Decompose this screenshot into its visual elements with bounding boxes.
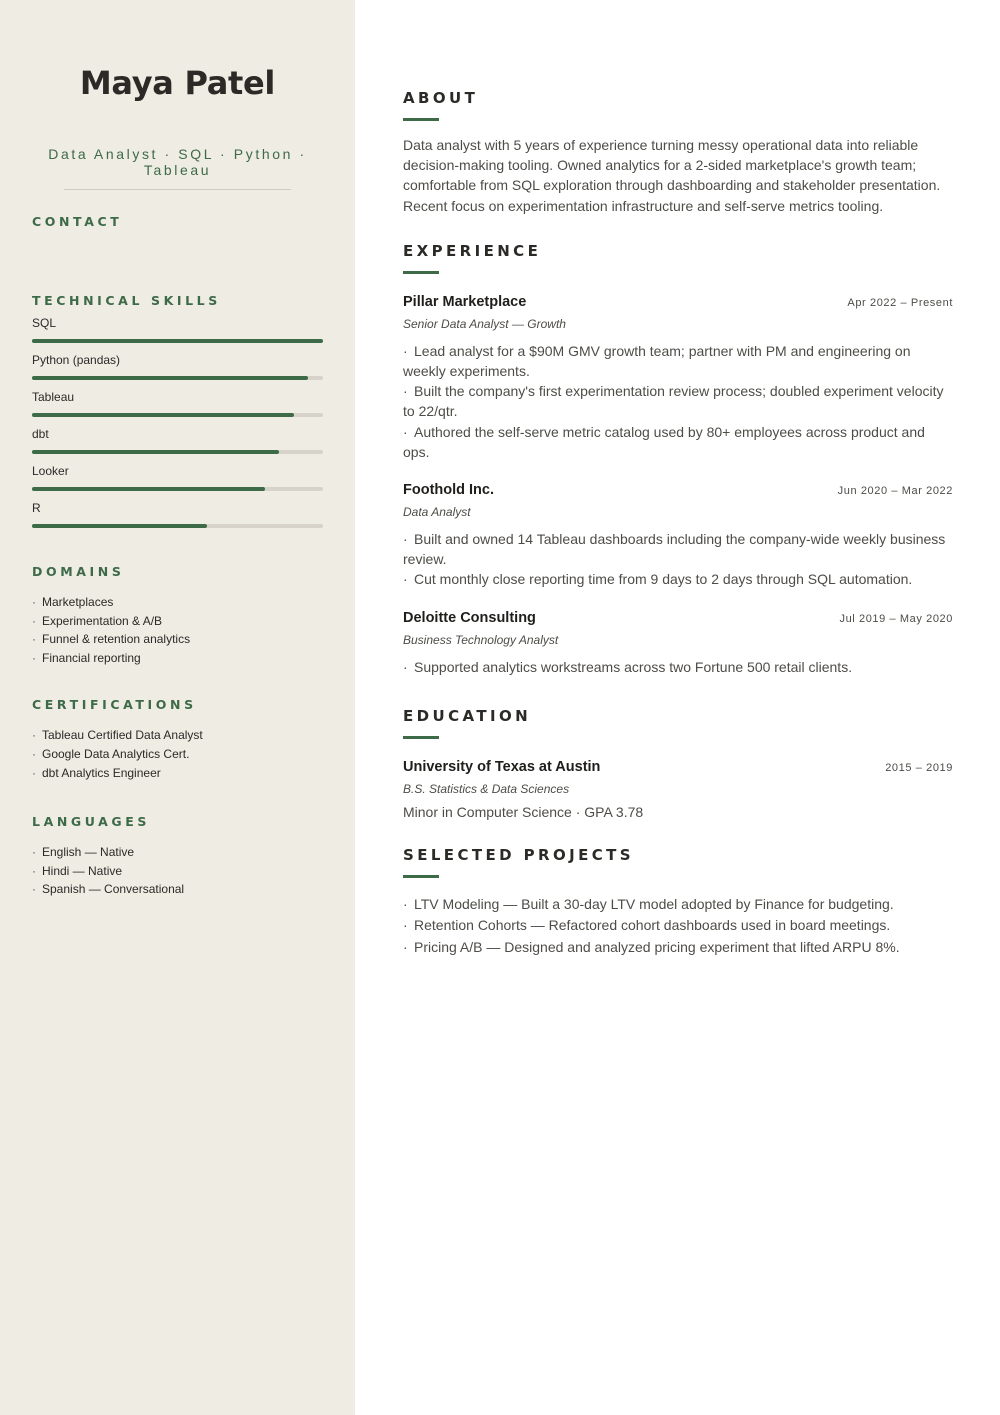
project-item: · LTV Modeling — Built a 30-day LTV model adopted by Finance for budgeting. xyxy=(403,894,953,915)
job-dates: Apr 2022 – Present xyxy=(847,296,953,309)
domain-item: · Financial reporting xyxy=(32,649,323,668)
certification-item: · dbt Analytics Engineer xyxy=(32,764,323,783)
job-bullet: · Supported analytics workstreams across two Fortune 500 retail clients. xyxy=(403,657,953,677)
experience-section xyxy=(403,242,953,677)
domain-item: · Experimentation & A/B xyxy=(32,612,323,631)
skills-heading: TECHNICAL SKILLS xyxy=(32,293,221,308)
language-item: · Spanish — Conversational xyxy=(32,880,323,899)
bullet-icon: · xyxy=(403,571,408,588)
school-name: University of Texas at Austin xyxy=(403,758,601,775)
domain-item: · Funnel & retention analytics xyxy=(32,630,323,649)
job-role: Business Technology Analyst xyxy=(403,632,559,647)
experience-heading: EXPERIENCE xyxy=(403,241,542,260)
bullet-icon: · xyxy=(32,765,36,780)
job-bullets xyxy=(403,341,953,462)
education-dates: 2015 – 2019 xyxy=(885,761,953,774)
skill-item xyxy=(32,499,323,536)
skill-bar-fill xyxy=(32,524,207,528)
job-role: Data Analyst xyxy=(403,505,471,520)
certification-item: · Google Data Analytics Cert. xyxy=(32,745,323,764)
skill-bar-track xyxy=(32,524,323,528)
skills-list xyxy=(32,314,323,536)
domains-heading: DOMAINS xyxy=(32,564,125,579)
job-bullet: · Lead analyst for a $90M GMV growth team; partner with PM and engineering on weekly experiments. xyxy=(403,342,911,380)
bullet-icon: · xyxy=(32,613,36,628)
language-item: · Hindi — Native xyxy=(32,862,323,881)
job-entry xyxy=(403,294,953,462)
projects-section xyxy=(403,846,953,958)
bullet-icon: · xyxy=(403,383,408,400)
skill-bar-fill xyxy=(32,339,323,343)
job-bullets xyxy=(403,657,953,677)
job-bullet: · Cut monthly close reporting time from 9 days to 2 days through SQL automation. xyxy=(403,569,953,589)
job-entry xyxy=(403,610,953,677)
contact-heading: CONTACT xyxy=(32,214,123,229)
heading-underline xyxy=(403,118,439,121)
about-section xyxy=(403,89,953,216)
bullet-icon: · xyxy=(403,938,408,955)
job-bullet: · Authored the self-serve metric catalog used by 80+ employees across product and ops. xyxy=(403,423,925,460)
education-extra: Minor in Computer Science · GPA 3.78 xyxy=(403,803,644,820)
certifications-heading: CERTIFICATIONS xyxy=(32,697,197,713)
candidate-name: Maya Patel xyxy=(79,64,276,102)
heading-underline xyxy=(403,271,439,274)
language-item: · English — Native xyxy=(32,843,323,862)
bullet-icon: · xyxy=(403,917,408,934)
bullet-icon: · xyxy=(403,423,408,440)
certification-item: · Tableau Certified Data Analyst xyxy=(32,726,323,745)
skill-bar-fill xyxy=(32,376,308,380)
bullet-icon: · xyxy=(403,342,408,359)
skill-name: Tableau xyxy=(32,390,75,404)
tagline-divider xyxy=(64,189,291,190)
bullet-icon: · xyxy=(403,531,408,548)
domain-item: · Marketplaces xyxy=(32,593,323,612)
main-content xyxy=(403,0,953,958)
skill-bar-fill xyxy=(32,487,265,491)
job-dates: Jul 2019 – May 2020 xyxy=(839,612,953,625)
skill-item xyxy=(32,425,323,462)
job-bullet: · Built and owned 14 Tableau dashboards including the company-wide weekly business review. xyxy=(403,531,946,568)
skill-bar-track xyxy=(32,487,323,491)
degree: B.S. Statistics & Data Sciences xyxy=(403,781,570,796)
skill-item xyxy=(32,388,323,425)
job-role: Senior Data Analyst — Growth xyxy=(403,316,566,331)
skill-item xyxy=(32,351,323,388)
job-company: Pillar Marketplace xyxy=(403,293,527,310)
project-item: · Retention Cohorts — Refactored cohort dashboards used in board meetings. xyxy=(403,915,953,936)
job-company: Foothold Inc. xyxy=(403,482,495,499)
skill-name: SQL xyxy=(32,316,57,330)
skill-bar-track xyxy=(32,376,323,380)
skill-bar-fill xyxy=(32,450,279,454)
bullet-icon: · xyxy=(32,845,36,860)
bullet-icon: · xyxy=(32,632,36,647)
job-bullets xyxy=(403,529,953,590)
skill-item xyxy=(32,314,323,351)
bullet-icon: · xyxy=(32,746,36,761)
projects-heading: SELECTED PROJECTS xyxy=(403,845,634,864)
job-dates: Jun 2020 – Mar 2022 xyxy=(837,485,953,498)
project-item: · Pricing A/B — Designed and analyzed pricing experiment that lifted ARPU 8%. xyxy=(403,937,953,958)
about-heading: ABOUT xyxy=(403,89,479,107)
languages-list xyxy=(32,843,323,899)
skill-bar-track xyxy=(32,450,323,454)
education-section xyxy=(403,707,953,820)
bullet-icon: · xyxy=(32,728,36,743)
education-heading: EDUCATION xyxy=(403,706,532,725)
skill-bar-fill xyxy=(32,413,294,417)
job-bullet: · Built the company's first experimentation review process; doubled experiment velocity to 22/qtr. xyxy=(403,383,944,420)
job-company: Deloitte Consulting xyxy=(403,609,536,626)
heading-underline xyxy=(403,875,439,878)
skill-bar-track xyxy=(32,413,323,417)
bullet-icon: · xyxy=(403,895,408,912)
job-entry xyxy=(403,482,953,590)
bullet-icon: · xyxy=(32,882,36,897)
bullet-icon: · xyxy=(403,658,408,675)
bullet-icon: · xyxy=(32,863,36,878)
domains-list xyxy=(32,593,323,667)
bullet-icon: · xyxy=(32,595,36,609)
about-text: Data analyst with 5 years of experience turning messy operational data into reliable decision-making tooling. Owned analytics for a 2-sided marketplace's growth team; comfortable from SQL exploration through dashboarding and stakeholder presentation. Recent focus on experimentation infrastructure and self-serve metrics tooling. xyxy=(403,137,941,214)
skill-name: R xyxy=(32,501,41,515)
sidebar xyxy=(0,0,355,1415)
bullet-icon: · xyxy=(32,650,36,665)
skill-bar-track xyxy=(32,339,323,343)
heading-underline xyxy=(403,736,439,739)
certifications-list xyxy=(32,726,323,782)
tagline: Data Analyst · SQL · Python · Tableau xyxy=(48,146,307,178)
languages-heading: LANGUAGES xyxy=(32,814,151,830)
skill-item xyxy=(32,462,323,499)
skill-name: Looker xyxy=(32,464,69,478)
projects-list xyxy=(403,894,953,958)
skill-name: dbt xyxy=(32,427,49,441)
skill-name: Python (pandas) xyxy=(32,353,121,367)
education-entry xyxy=(403,759,953,820)
